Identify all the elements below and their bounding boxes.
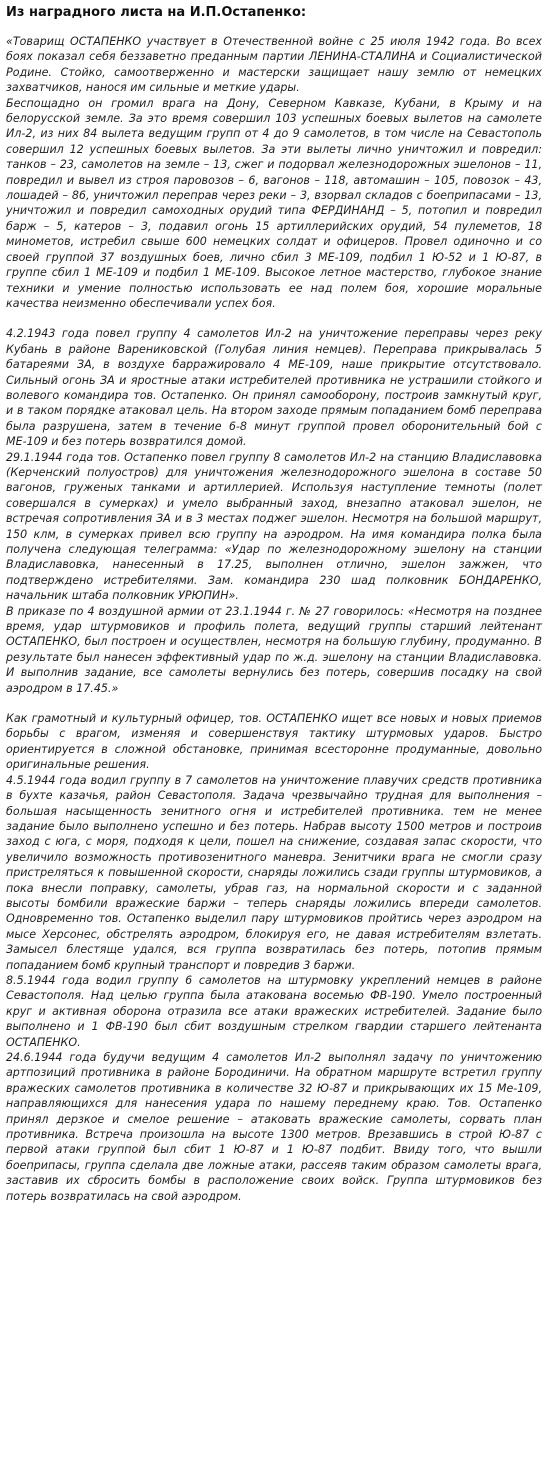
paragraph: «Товарищ ОСТАПЕНКО участвует в Отечественной войне с 25 июля 1942 года. Во всех боях показал себя беззаветно преданным партии ЛЕНИНА-СТАЛИНА и Социалистической Родине. Стойко, самоотверженно и мастерски защищает нашу землю от немецких захватчиков, нанося им сильные и меткие удары. [6,35,542,95]
paragraph: 8.5.1944 года водил группу 6 самолетов на штурмовку укреплений немцев в районе Севастополя. Над целью группа была атакована восемью ФВ-190. Умело построенный круг и активная оборона отразила все атаки вражеских истребителей. Задание было выполнено и 1 ФВ-190 был сбит воздушным стрелком гвардии старшего лейтенанта ОСТАПЕНКО. [6,973,542,1049]
paragraph: 29.1.1944 года тов. Остапенко повел группу 8 самолетов Ил-2 на станцию Владиславовка (Керченский полуостров) для уничтожения железнодорожного эшелона в составе 50 вагонов, груженых танками и артиллерией. Используя наступление темноты (полет совершался в сумерках) и умело выбранный заход, внезапно атаковал эшелон, не встречая сопротивления ЗА и в 3 местах поджег эшелон. Несмотря на большой маршрут, 150 клм, в сумерках привел всю группу на аэродром. На имя командира полка была получена следующая телеграмма: «Удар по железнодорожному эшелону на станции Владиславовка, нанесенный в 17.25, выполнен отлично, эшелон зажжен, что подтверждено истребителями. Зам. командира 230 шад полковник БОНДАРЕНКО, начальник штаба полковник УРЮПИН». [6,450,542,603]
document-heading: Из наградного листа на И.П.Остапенко: [6,5,307,20]
paragraph: 4.5.1944 года водил группу в 7 самолетов на уничтожение плавучих средств противника в бухте казачья, район Севастополя. Задача чрезвычайно трудная для выполнения – большая насыщенность зенитного огня и истребителей противника. тем не менее задание было выполнено успешно и без потерь. Набрав высоту 1500 метров и построив заход с юга, с моря, подходя к цели, пошел на снижение, создавая запас скорости, что увеличило возможность противозенитного маневра. Зенитчики врага не смогли сразу пристреляться к повышенной скорости, снаряды ложились сзади группы штурмовиков, а пока внесли поправку, самолеты, убрав газ, на нормальной скорости и с заданной высоты бомбили вражеские баржи – теперь снаряды ложились впереди самолетов. Одновременно тов. Остапенко выделил пару штурмовиков пройтись через аэродром на мысе Херсонес, обстрелять аэродром, блокируя его, не давая истребителям взлетать. Замысел блестяще удался, вся группа возвратилась без потерь, потопив прямым попаданием бомб крупный транспорт и повредив 3 баржи. [6,773,542,972]
paragraph: 4.2.1943 года повел группу 4 самолетов Ил-2 на уничтожение переправы через реку Кубань в районе Варениковской (Голубая линия немцев). Переправа прикрывалась 5 батареями ЗА, в воздухе барражировало 4 МЕ-109, наше прикрытие отсутствовало. Сильный огонь ЗА и яростные атаки истребителей противника не устрашили стойкого и волевого командира тов. Остапенко. Он принял самооборону, построив замкнутый круг, и в таком порядке атаковал цель. На втором заходе прямым попаданием бомб переправа была разрушена, затем в течение 6-8 минут группой провел оборонительный бой с МЕ-109 и без потерь возвратился домой. [6,327,542,449]
paragraph: Беспощадно он громил врага на Дону, Северном Кавказе, Кубани, в Крыму и на белорусской земле. За это время совершил 103 успешных боевых вылетов на самолете Ил-2, из них 84 вылета ведущим групп от 4 до 9 самолетов, в том числе на Севастополь совершил 12 успешных боевых вылетов. За эти вылеты лично уничтожил и повредил: танков – 23, самолетов на земле – 13, сжег и подорвал железнодорожных эшелонов – 11, повредил и вывел из строя паровозов – 6, вагонов – 118, автомашин – 105, повозок – 43, лошадей – 86, уничтожил переправ через реки – 3, взорвал складов с боеприпасами – 13, уничтожил и повредил самоходных орудий типа ФЕРДИНАНД – 5, потопил и повредил барж – 5, катеров – 3, подавил огонь 15 артиллерийских орудий, 54 пулеметов, 18 минометов, истребил свыше 600 немецких солдат и офицеров. Провел одиночно и со своей группой 37 воздушных боев, лично сбил 3 МЕ-109, подбил 1 Ю-52 и 1 Ю-87, в группе сбил 1 МЕ-109 и подбил 1 МЕ-109. Высокое летное мастерство, глубокое знание техники и умение полностью использовать ее над полем боя, хорошие моральные качества неизменно обеспечивали успех боя. [6,96,542,310]
paragraph: Как грамотный и культурный офицер, тов. ОСТАПЕНКО ищет все новых и новых приемов борьбы с врагом, изменяя и совершенствуя тактику штурмовых ударов. Быстро ориентируется в сложной обстановке, принимая всесторонне продуманные, довольно оригинальные решения. [6,712,542,772]
document-body [6,34,542,1204]
paragraph-gap [6,311,542,326]
paragraph-gap [6,696,542,711]
paragraph: 24.6.1944 года будучи ведущим 4 самолетов Ил-2 выполнял задачу по уничтожению артпозиций противника в районе Бородиничи. На обратном маршруте встретил группу вражеских самолетов противника в количестве 32 Ю-87 и прикрывающих их 15 Ме-109, направляющихся для нанесения удара по нашему переднему краю. Тов. Остапенко принял дерзкое и смелое решение – атаковать вражеские самолеты, сорвать план противника. Встреча произошла на высоте 1300 метров. Врезавшись в строй Ю-87 с первой атаки группой был сбит 1 Ю-87 и 1 Ю-87 подбит. Ввиду того, что вышли боеприпасы, группа сделала две ложные атаки, рассеяв таким образом самолеты врага, заставив их сбросить бомбы в расположение своих войск. Группа штурмовиков без потерь возвратилась на свой аэродром. [6,1051,542,1203]
paragraph: В приказе по 4 воздушной армии от 23.1.1944 г. № 27 говорилось: «Несмотря на позднее время, удар штурмовиков и профиль полета, ведущий группы старший лейтенант ОСТАПЕНКО, был построен и осуществлен, несмотря на большую глубину, продуманно. В результате был нанесен эффективный удар по ж.д. эшелону на станции Владиславовка. И выполнив задание, все самолеты вернулись без потерь, совершив посадку на свой аэродром в 17.45.» [6,604,542,695]
